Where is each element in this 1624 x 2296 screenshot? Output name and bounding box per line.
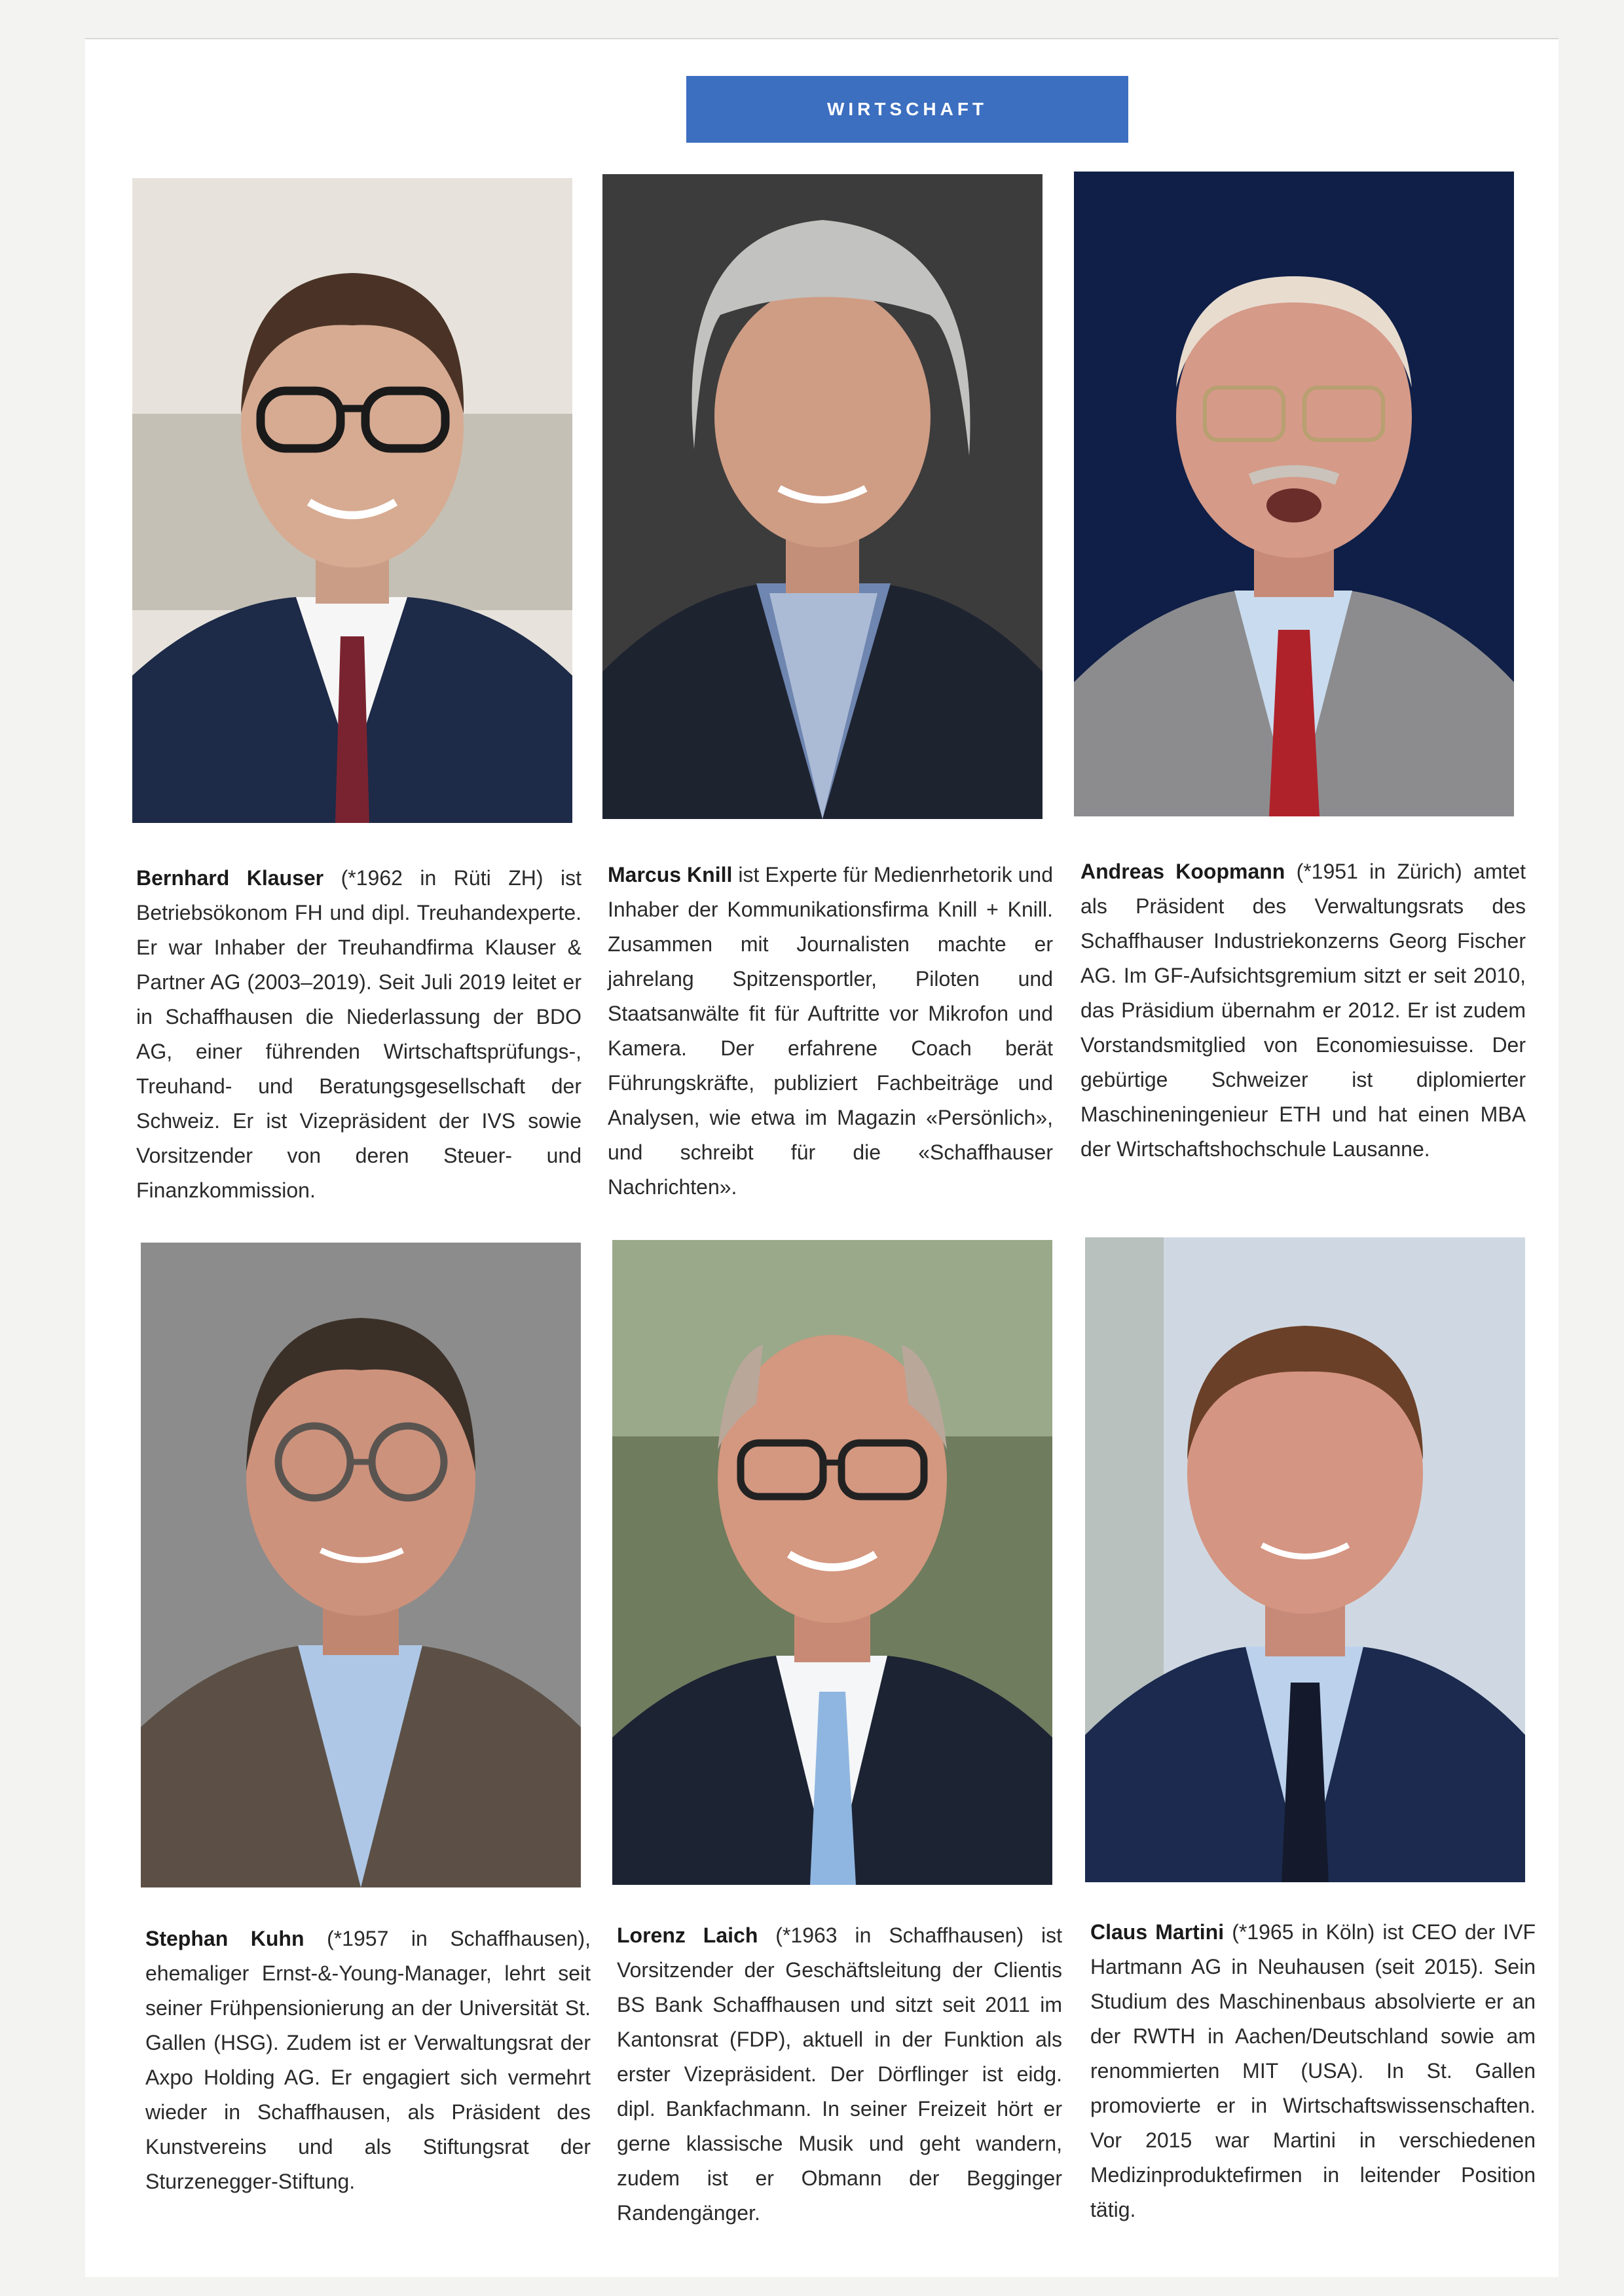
bio-text (1090, 1915, 1536, 2227)
bio-text (617, 1918, 1062, 2231)
person-bio: (*1963 in Schaffhausen) ist Vorsitzender der Geschäftsleitung der Clientis BS Bank Schaffhausen und sitzt seit 2011 im Kantonsrat (FDP), aktuell in der Funktion als erster Vizepräsident. Der Dörflinger ist eidg. dipl. Bankfachmann. In seiner Freizeit hört er gerne klassische Musik und geht wandern, zudem ist er Obmann der Begginger Randengänger. (617, 1923, 1063, 2225)
person-bio: (*1951 in Zürich) amtet als Präsident des Verwaltungsrats des Schaffhauser Industriekonzerns Georg Fischer AG. Im GF-Aufsichtsgremium sitzt er seit 2010, das Präsidium übernahm er 2012. Er ist zudem Vorstandsmitglied von Economiesuisse. Der gebürtige Schweizer ist diplomierter Maschineningenieur ETH und hat einen MBA der Wirtschaftshochschule Lausanne. (1080, 860, 1526, 1161)
portrait-photo (602, 174, 1043, 819)
section-tag: WIRTSCHAFT (686, 76, 1128, 143)
portrait-photo (141, 1243, 581, 1887)
portrait-photo (132, 178, 572, 823)
person-name: Lorenz Laich (617, 1923, 758, 1947)
person-name: Claus Martini (1090, 1920, 1225, 1944)
bio-text (145, 1922, 591, 2199)
bio-text (608, 858, 1053, 1205)
portrait-photo (1085, 1237, 1525, 1882)
portrait-photo (1074, 172, 1514, 816)
portrait-photo (612, 1240, 1052, 1885)
person-name: Marcus Knill (608, 863, 733, 886)
person-bio: ist Experte für Medienrhetorik und Inhaber der Kommunikationsfirma Knill + Knill. Zusammen mit Journalisten machte er jahrelang Spitzensportler, Piloten und Staatsanwälte fit für Auftritte vor Mikrofon und Kamera. Der erfahrene Coach berät Führungskräfte, publiziert Fachbeiträge und Analysen, wie etwa im Magazin «Persönlich», und schreibt für die «Schaffhauser Nachrichten». (608, 863, 1054, 1199)
magazine-page (85, 38, 1559, 2277)
person-bio: (*1957 in Schaffhausen), ehemaliger Ernst-&-Young-Manager, lehrt seit seiner Frühpensionierung an der Universität St. Gallen (HSG). Zudem ist er Verwaltungsrat der Axpo Holding AG. Er engagiert sich vermehrt wieder in Schaffhausen, als Präsident des Kunstvereins und als Stiftungsrat der Sturzenegger-Stiftung. (145, 1927, 591, 2193)
person-name: Bernhard Klauser (136, 866, 324, 890)
person-name: Stephan Kuhn (145, 1927, 304, 1950)
person-bio: (*1962 in Rüti ZH) ist Betriebsökonom FH und dipl. Treuhandexperte. Er war Inhaber der Treuhandfirma Klauser & Partner AG (2003–2019). Seit Juli 2019 leitet er in Schaffhausen die Niederlassung der BDO AG, einer führenden Wirtschaftsprüfungs-, Treuhand- und Beratungsgesellschaft der Schweiz. Er ist Vizepräsident der IVS sowie Vorsitzender von deren Steuer- und Finanzkommission. (136, 866, 582, 1202)
bio-text (136, 861, 581, 1208)
person-name: Andreas Koopmann (1080, 860, 1285, 883)
person-bio: (*1965 in Köln) ist CEO der IVF Hartmann AG in Neuhausen (seit 2015). Sein Studium des Maschinenbaus absolvierte er an der RWTH in Aachen/Deutschland sowie am renommierten MIT (USA). In St. Gallen promovierte er in Wirtschaftswissenschaften. Vor 2015 war Martini in verschiedenen Medizinproduktefirmen in leitender Position tätig. (1090, 1920, 1536, 2221)
bio-text (1080, 854, 1526, 1167)
